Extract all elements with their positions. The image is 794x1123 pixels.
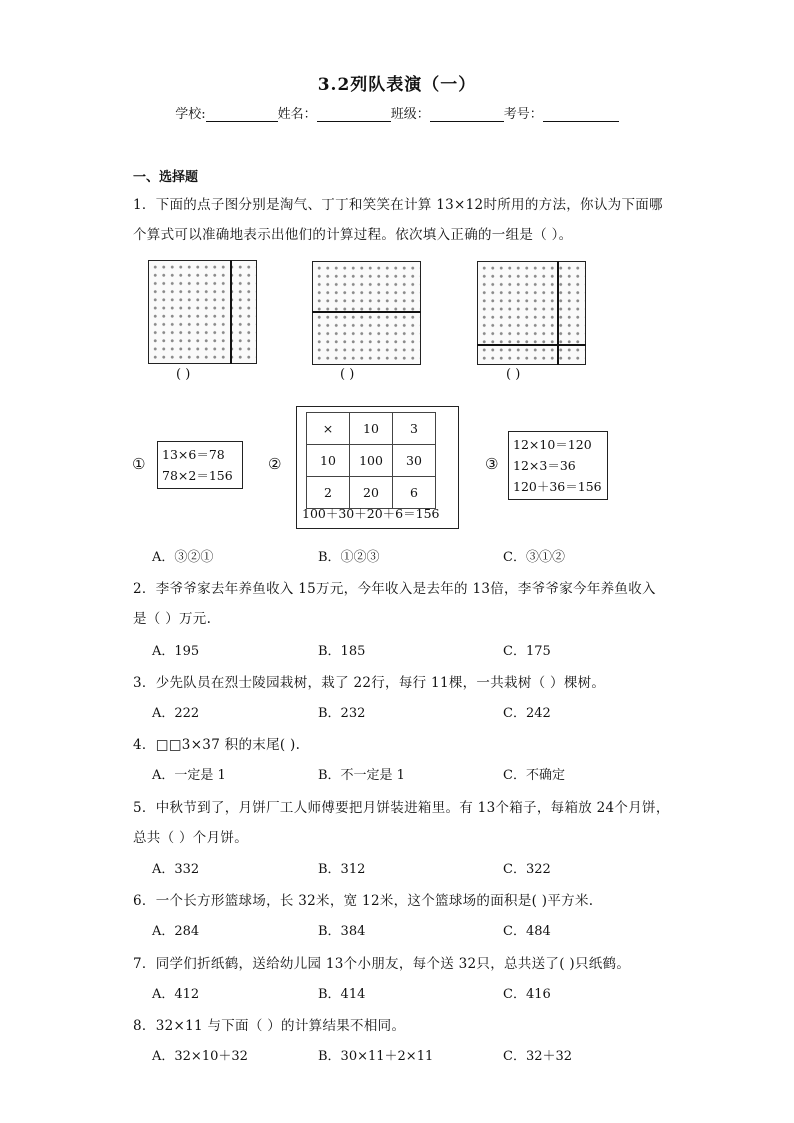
dot-diagram-3-horizontal-divider	[477, 344, 586, 346]
q2-line1: 2．李爷爷家去年养鱼收入 15万元，今年收入是去年的 13倍，李爷爷家今年养鱼收入	[133, 581, 656, 597]
q5-option-c[interactable]: C．322	[503, 862, 551, 877]
q8-option-b[interactable]: B．30×11＋2×11	[318, 1049, 434, 1064]
name-label: 姓名：	[277, 107, 317, 122]
dot-diagram-1	[148, 260, 257, 364]
method-1-marker: ①	[132, 455, 146, 473]
q5-option-b[interactable]: B．312	[318, 862, 366, 877]
school-blank[interactable]	[206, 107, 278, 122]
q4-option-b[interactable]: B．不一定是 1	[318, 768, 405, 783]
dot-diagram-2-answer[interactable]: ( )	[340, 367, 355, 382]
grid-cell: 20	[350, 477, 393, 509]
q8-line1: 8．32×11 与下面（ ）的计算结果不相同。	[133, 1018, 406, 1034]
q2-option-b[interactable]: B．185	[318, 644, 366, 659]
grid-cell: 10	[307, 445, 350, 477]
method-1-eq-1: 13×6＝78	[162, 447, 225, 462]
q5-option-a[interactable]: A．332	[152, 862, 200, 877]
q4-line1: 4．□□3×37 积的末尾( ).	[133, 737, 301, 753]
grid-cell: 6	[393, 477, 436, 509]
grid-row	[307, 445, 436, 477]
grid-row	[307, 413, 436, 445]
class-blank[interactable]	[430, 107, 504, 122]
method-3-marker: ③	[485, 455, 499, 473]
q8-option-c[interactable]: C．32＋32	[503, 1049, 573, 1064]
grid-cell: 2	[307, 477, 350, 509]
dot-diagram-3-vertical-divider	[557, 261, 559, 365]
q3-option-b[interactable]: B．232	[318, 706, 366, 721]
q2-line2: 是（ ）万元.	[133, 611, 212, 627]
q7-option-a[interactable]: A．412	[152, 987, 200, 1002]
q3-option-a[interactable]: A．222	[152, 706, 200, 721]
method-3-eq-3: 120＋36＝156	[513, 479, 602, 494]
q4-option-a[interactable]: A．一定是 1	[152, 768, 226, 783]
grid-cell: 30	[393, 445, 436, 477]
grid-cell: 10	[350, 413, 393, 445]
class-label: 班级：	[390, 107, 430, 122]
method-3-box	[508, 431, 608, 500]
name-blank[interactable]	[317, 107, 391, 122]
method-3-eq-1: 12×10＝120	[513, 437, 592, 452]
method-3-eq-2: 12×3＝36	[513, 458, 576, 473]
dot-diagram-1-answer[interactable]: ( )	[176, 367, 191, 382]
q7-option-b[interactable]: B．414	[318, 987, 366, 1002]
q1-option-c[interactable]: C．③①②	[503, 550, 565, 565]
q1-option-b[interactable]: B．①②③	[318, 550, 380, 565]
q6-option-b[interactable]: B．384	[318, 924, 366, 939]
exam-no-label: 考号：	[503, 107, 543, 122]
student-info-line	[0, 103, 794, 122]
grid-cell: 3	[393, 413, 436, 445]
method-1-eq-2: 78×2＝156	[162, 468, 233, 483]
q7-option-c[interactable]: C．416	[503, 987, 551, 1002]
q5-line1: 5．中秋节到了，月饼厂工人师傅要把月饼装进箱里。有 13个箱子，每箱放 24个月饼，	[133, 800, 670, 816]
grid-cell: ×	[307, 413, 350, 445]
method-2-sum: 100＋30＋20＋6＝156	[302, 506, 440, 521]
q4-option-c[interactable]: C．不确定	[503, 768, 565, 783]
q2-option-c[interactable]: C．175	[503, 644, 551, 659]
grid-cell: 100	[350, 445, 393, 477]
q1-line1: 1．下面的点子图分别是淘气、丁丁和笑笑在计算 13×12时所用的方法，你认为下面哪	[133, 197, 663, 213]
dot-diagram-3	[477, 261, 586, 365]
q8-option-a[interactable]: A．32×10＋32	[152, 1049, 248, 1064]
page-title: 3.2列队表演（一）	[317, 75, 477, 95]
q5-line2: 总共（ ）个月饼。	[133, 830, 248, 846]
q1-line2: 个算式可以准确地表示出他们的计算过程。依次填入正确的一组是（ ）。	[133, 227, 573, 243]
method-2-marker: ②	[268, 455, 282, 473]
method-1-box	[157, 441, 243, 489]
section-heading: 一、选择题	[133, 170, 199, 185]
dot-diagram-1-divider	[230, 260, 232, 364]
dot-diagram-3-answer[interactable]: ( )	[506, 367, 521, 382]
exam-no-blank[interactable]	[543, 107, 619, 122]
q7-line1: 7．同学们折纸鹤，送给幼儿园 13个小朋友，每个送 32只，总共送了( )只纸鹤。	[133, 956, 631, 972]
dot-diagram-2-divider	[312, 311, 421, 313]
q6-line1: 6．一个长方形篮球场，长 32米，宽 12米，这个篮球场的面积是( )平方米.	[133, 893, 594, 909]
q2-option-a[interactable]: A．195	[152, 644, 200, 659]
multiplication-grid	[306, 412, 436, 509]
q3-option-c[interactable]: C．242	[503, 706, 551, 721]
school-label: 学校:	[175, 107, 206, 122]
q6-option-c[interactable]: C．484	[503, 924, 551, 939]
q1-option-a[interactable]: A．③②①	[152, 550, 214, 565]
q3-line1: 3．少先队员在烈士陵园栽树，栽了 22行，每行 11棵，一共栽树（ ）棵树。	[133, 675, 606, 691]
dot-diagram-2	[312, 261, 421, 365]
q6-option-a[interactable]: A．284	[152, 924, 200, 939]
